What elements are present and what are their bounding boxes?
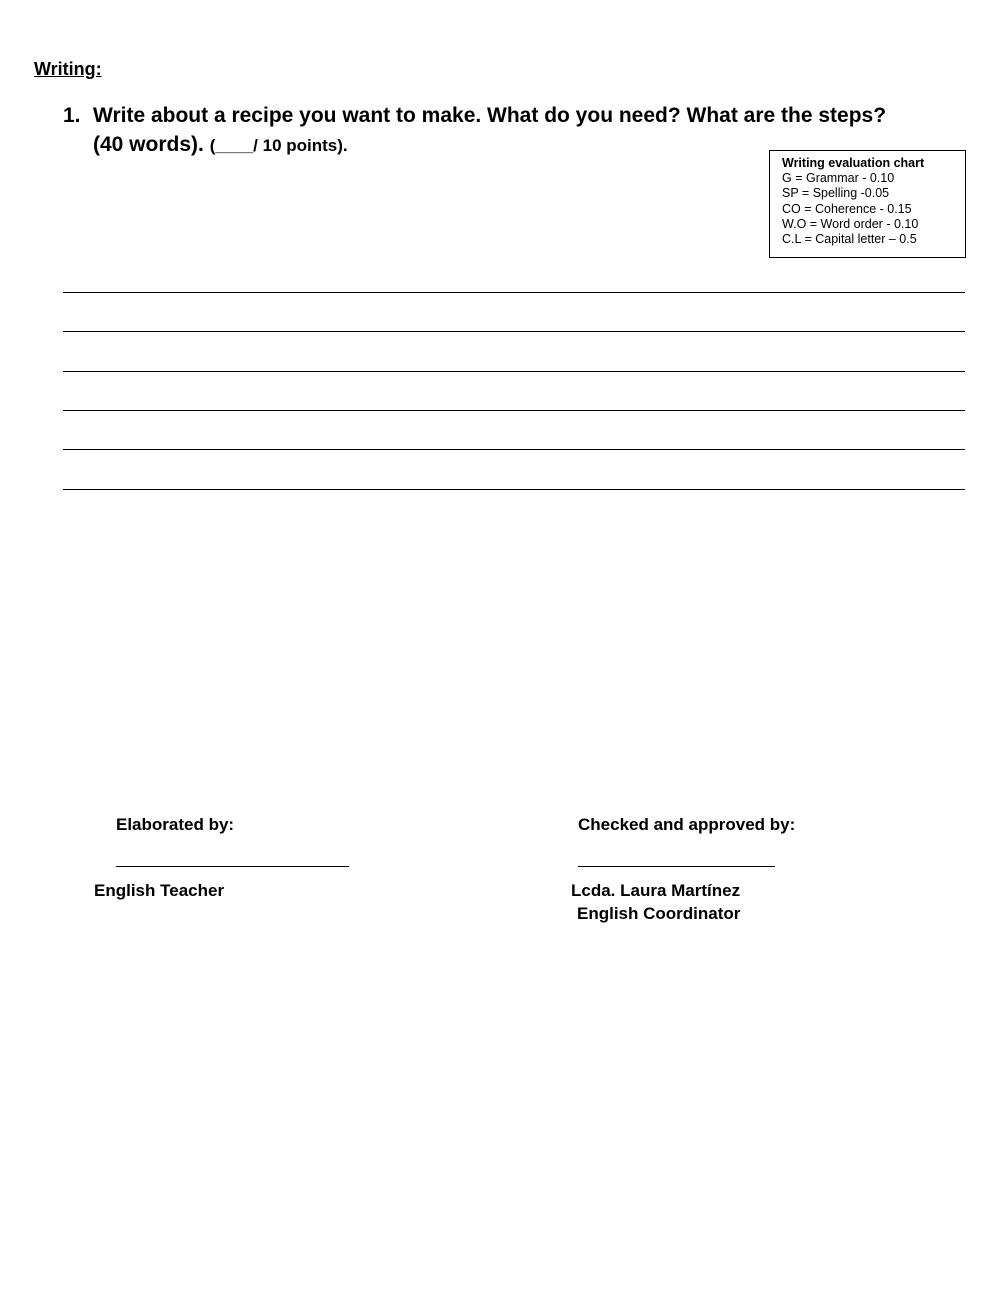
answer-line[interactable]	[63, 410, 965, 411]
teacher-role: English Teacher	[94, 881, 225, 900]
answer-line[interactable]	[63, 371, 965, 372]
evaluation-chart-item: C.L = Capital letter – 0.5	[782, 232, 917, 247]
coordinator-role: English Coordinator	[577, 904, 741, 923]
answer-line[interactable]	[63, 489, 965, 490]
evaluation-chart-item: CO = Coherence - 0.15	[782, 201, 912, 216]
answer-line[interactable]	[63, 449, 965, 450]
coordinator-signature-line[interactable]	[578, 866, 775, 867]
coordinator-name: Lcda. Laura Martínez	[571, 881, 741, 900]
question-number: 1.	[63, 104, 81, 127]
question-text: Write about a recipe you want to make. What do you need? What are the steps?	[93, 104, 887, 127]
evaluation-chart-item: SP = Spelling -0.05	[782, 186, 890, 201]
approved-by-label: Checked and approved by:	[578, 815, 796, 834]
answer-line[interactable]	[63, 292, 965, 293]
evaluation-chart	[769, 150, 966, 258]
elaborated-by-label: Elaborated by:	[116, 815, 235, 834]
word-count-text: (40 words).	[93, 133, 204, 156]
points-field: (____/ 10 points).	[209, 136, 348, 155]
question-word-count	[93, 133, 348, 157]
teacher-signature-line[interactable]	[116, 866, 349, 867]
evaluation-chart-title: Writing evaluation chart	[782, 156, 925, 170]
evaluation-chart-item: W.O = Word order - 0.10	[782, 216, 919, 231]
answer-line[interactable]	[63, 331, 965, 332]
section-heading: Writing:	[34, 59, 102, 79]
evaluation-chart-item: G = Grammar - 0.10	[782, 171, 895, 186]
